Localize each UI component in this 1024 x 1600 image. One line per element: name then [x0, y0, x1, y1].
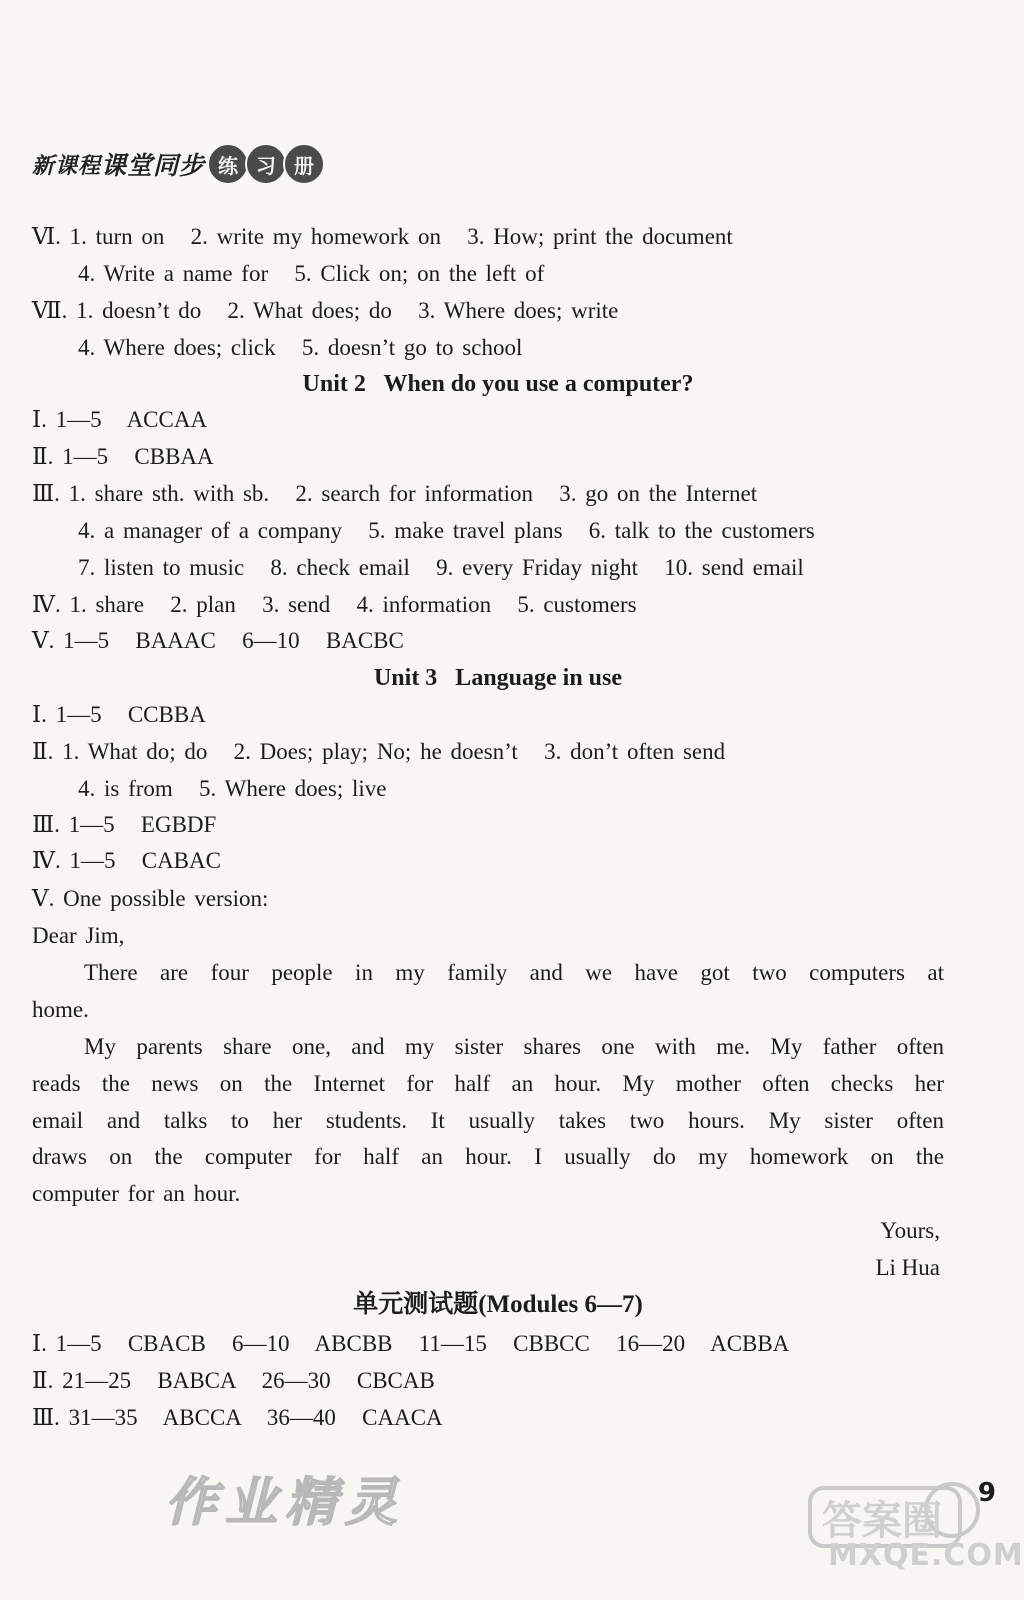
letter-line: draws on the computer for half an hour. I usually do my homework on the: [32, 1144, 944, 1169]
letter-line: There are four people in my family and we have got two computers at: [84, 960, 944, 985]
book-header: [32, 140, 325, 188]
letter-closing: Yours,: [880, 1218, 940, 1243]
brand-badges: [211, 143, 325, 185]
answer-line: 4. is from 5. Where does; live: [78, 776, 387, 801]
answer-line: 4. Where does; click 5. doesn’t go to school: [78, 335, 523, 360]
answer-line: Ⅲ. 1. share sth. with sb. 2. search for information 3. go on the Internet: [32, 481, 758, 506]
badge-char-2: 习: [245, 143, 287, 185]
answer-line: 4. Write a name for 5. Click on; on the left of: [78, 261, 545, 286]
watermark-domain: MXQE.COM: [828, 1538, 1024, 1573]
answer-line: Ⅳ. 1. share 2. plan 3. send 4. information 5. customers: [32, 592, 637, 617]
answer-line: Ⅱ. 1—5 CBBAA: [32, 444, 214, 469]
answer-line: Ⅱ. 1. What do; do 2. Does; play; No; he doesn’t 3. don’t often send: [32, 739, 726, 764]
unit-test-heading: 单元测试题(Modules 6—7): [353, 1291, 643, 1318]
answer-line: 7. listen to music 8. check email 9. every Friday night 10. send email: [78, 555, 804, 580]
badge-char-1: 练: [207, 143, 249, 185]
answer-line: Ⅱ. 21—25 BABCA 26—30 CBCAB: [32, 1368, 435, 1393]
unit-2-heading: Unit 2 When do you use a computer?: [302, 371, 694, 397]
letter-line: home.: [32, 997, 89, 1022]
answer-line: Ⅰ. 1—5 ACCAA: [32, 407, 208, 432]
answer-line: Ⅳ. 1—5 CABAC: [32, 848, 221, 873]
answer-line: Ⅰ. 1—5 CBACB 6—10 ABCBB 11—15 CBBCC 16—20 ACBBA: [32, 1331, 790, 1356]
page-number: 9: [977, 1478, 996, 1508]
answer-line: Ⅶ. 1. doesn’t do 2. What does; do 3. Where does; write: [32, 298, 619, 323]
brand-title-b: 课堂同步: [101, 151, 206, 180]
answer-line: Ⅲ. 1—5 EGBDF: [32, 812, 217, 837]
letter-greeting: Dear Jim,: [32, 923, 125, 948]
answer-line: Ⅵ. 1. turn on 2. write my homework on 3. How; print the document: [32, 224, 733, 249]
letter-line: email and talks to her students. It usually takes two hours. My sister often: [32, 1108, 944, 1133]
letter-line: computer for an hour.: [32, 1181, 241, 1206]
answer-line: Ⅰ. 1—5 CCBBA: [32, 702, 206, 727]
answer-line: Ⅲ. 31—35 ABCCA 36—40 CAACA: [32, 1405, 443, 1430]
unit-3-heading: Unit 3 Language in use: [373, 665, 623, 691]
letter-line: reads the news on the Internet for half an hour. My mother often checks her: [32, 1071, 944, 1096]
watermark-text: 作业精灵: [165, 1473, 406, 1533]
brand-title-a: 新课程: [32, 153, 102, 179]
answer-line: 4. a manager of a company 5. make travel plans 6. talk to the customers: [78, 518, 815, 543]
letter-signature: Li Hua: [875, 1255, 940, 1280]
answer-line: Ⅴ. One possible version:: [32, 886, 269, 911]
watermark-logo-text: 答案圈: [822, 1498, 942, 1544]
letter-line: My parents share one, and my sister shares one with me. My father often: [84, 1034, 944, 1059]
badge-char-3: 册: [283, 143, 325, 185]
answer-line: Ⅴ. 1—5 BAAAC 6—10 BACBC: [32, 628, 404, 653]
